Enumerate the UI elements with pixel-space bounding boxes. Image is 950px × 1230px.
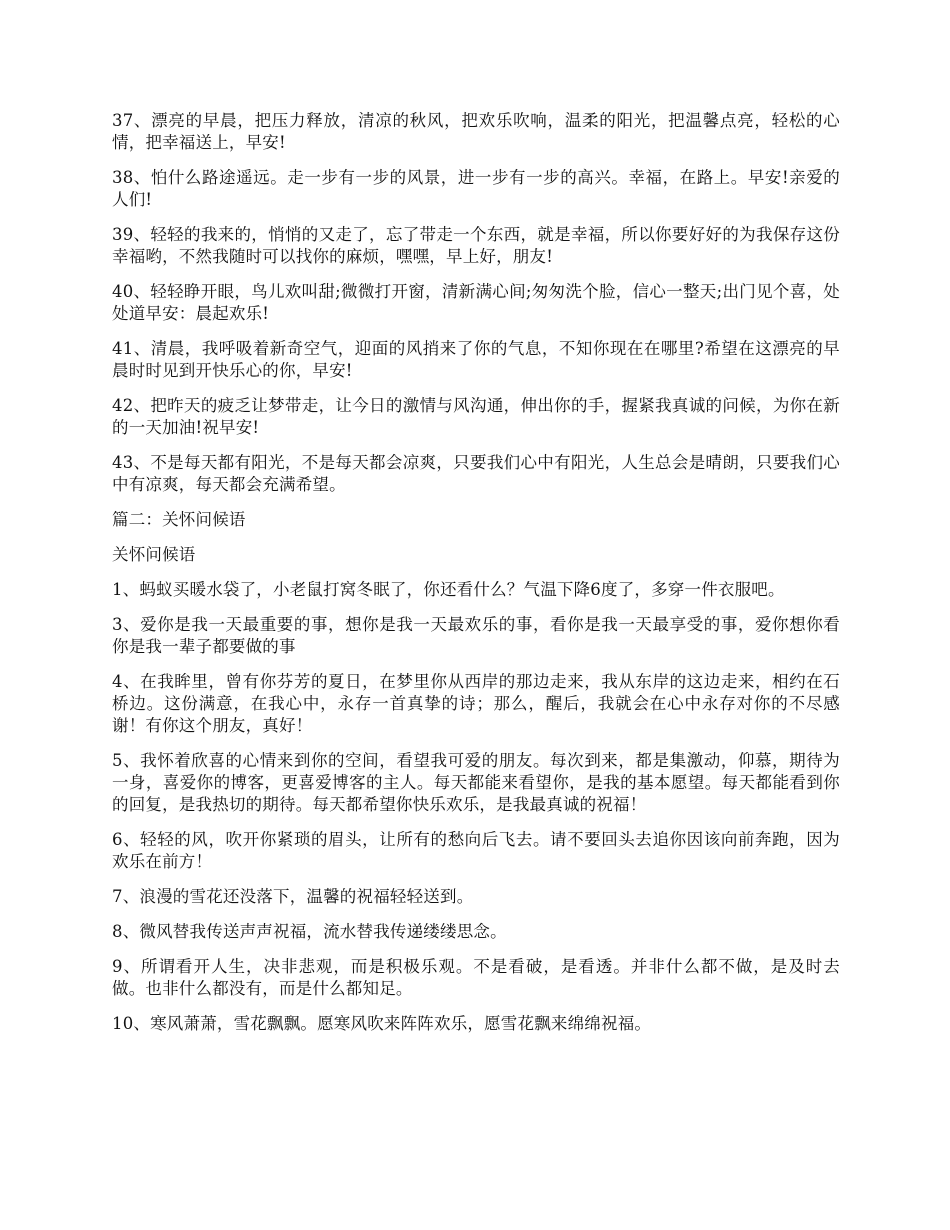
document-body: [112, 110, 840, 1048]
paragraph-8: 8、微风替我传送声声祝福，流水替我传递缕缕思念。: [112, 922, 507, 941]
paragraph-40: 40、轻轻睁开眼，鸟儿欢叫甜;微微打开窗，清新满心间;匆匆洗个脸，信心一整天;出门见个喜，处处道早安：晨起欢乐!: [112, 282, 840, 323]
paragraph-6: 6、轻轻的风，吹开你紧琐的眉头，让所有的愁向后飞去。请不要回头去追你因该向前奔跑，因为欢乐在前方！: [112, 830, 840, 871]
paragraph-1: 1、蚂蚁买暖水袋了，小老鼠打窝冬眠了，你还看什么？气温下降6度了，多穿一件衣服吧。: [112, 580, 785, 599]
paragraph-43: 43、不是每天都有阳光，不是每天都会凉爽，只要我们心中有阳光，人生总会是晴朗，只要我们心中有凉爽，每天都会充满希望。: [112, 453, 840, 494]
paragraph-7: 7、浪漫的雪花还没落下，温馨的祝福轻轻送到。: [112, 887, 474, 906]
paragraph-5: 5、我怀着欣喜的心情来到你的空间，看望我可爱的朋友。每次到来，都是集激动，仰慕，期待为一身，喜爱你的博客，更喜爱博客的主人。每天都能来看望你，是我的基本愿望。每天都能看到你的回复，是我热切的期待。每天都希望你快乐欢乐，是我最真诚的祝福！: [112, 751, 840, 814]
paragraph-41: 41、清晨，我呼吸着新奇空气，迎面的风捎来了你的气息，不知你现在在哪里?希望在这漂亮的早晨时时见到开快乐心的你，早安!: [112, 339, 840, 380]
paragraph-9: 9、所谓看开人生，决非悲观，而是积极乐观。不是看破，是看透。并非什么都不做，是及时去做。也非什么都没有，而是什么都知足。: [112, 957, 840, 998]
paragraph-37: 37、漂亮的早晨，把压力释放，清凉的秋风，把欢乐吹响，温柔的阳光，把温馨点亮，轻松的心情，把幸福送上，早安!: [112, 111, 840, 152]
paragraph-3: 3、爱你是我一天最重要的事，想你是我一天最欢乐的事，看你是我一天最享受的事，爱你想你看你是我一辈子都要做的事: [112, 615, 840, 656]
paragraph-38: 38、怕什么路途遥远。走一步有一步的风景，进一步有一步的高兴。幸福，在路上。早安!亲爱的人们!: [112, 168, 840, 209]
paragraph-42: 42、把昨天的疲乏让梦带走，让今日的激情与风沟通，伸出你的手，握紧我真诚的问候，为你在新的一天加油!祝早安!: [112, 396, 840, 437]
section-heading: 篇二：关怀问候语: [112, 510, 246, 529]
section-subheading: 关怀问候语: [112, 545, 196, 564]
paragraph-10: 10、寒风萧萧，雪花飘飘。愿寒风吹来阵阵欢乐，愿雪花飘来绵绵祝福。: [112, 1014, 652, 1033]
paragraph-4: 4、在我眸里，曾有你芬芳的夏日，在梦里你从西岸的那边走来，我从东岸的这边走来，相约在石桥边。这份满意，在我心中，永存一首真挚的诗；那么，醒后，我就会在心中永存对你的不尽感谢！有你这个朋友，真好！: [112, 672, 840, 735]
paragraph-39: 39、轻轻的我来的，悄悄的又走了，忘了带走一个东西，就是幸福，所以你要好好的为我保存这份幸福哟，不然我随时可以找你的麻烦，嘿嘿，早上好，朋友!: [112, 225, 840, 266]
